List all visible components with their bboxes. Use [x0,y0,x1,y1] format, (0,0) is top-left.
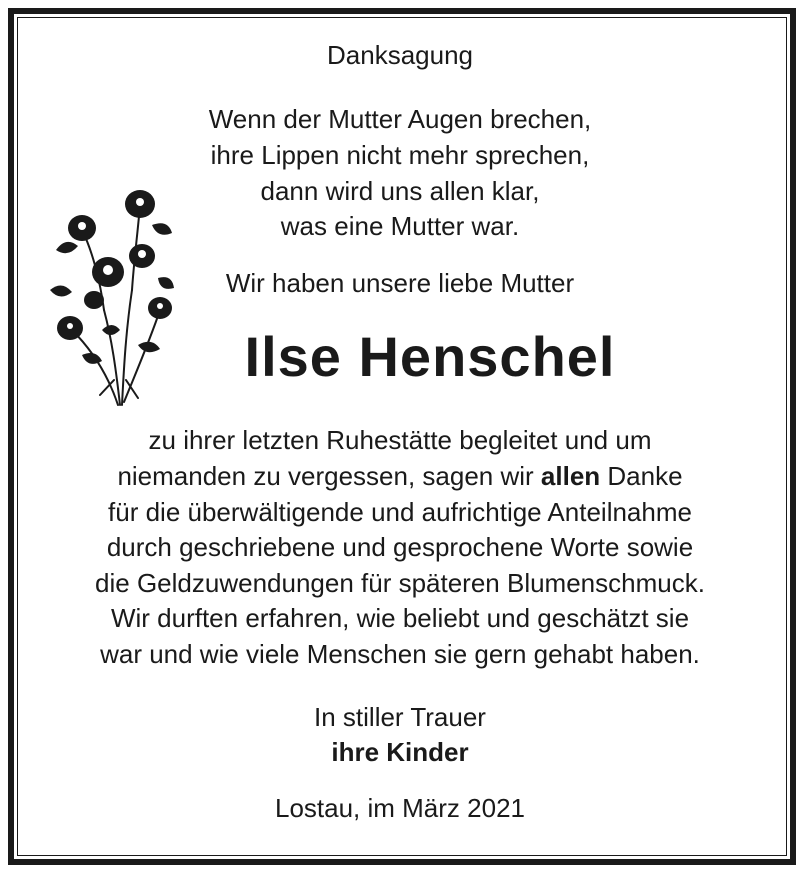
body-text: niemanden zu vergessen, sagen wir [117,461,541,491]
body-line: die Geldzuwendungen für späteren Blumenschmuck. [95,568,705,598]
signature: ihre Kinder [331,737,469,767]
body-line: für die überwältigende und aufrichtige Anteilnahme [108,497,692,527]
place-date: Lostau, im März 2021 [274,793,525,823]
poem-line: ihre Lippen nicht mehr sprechen, [210,140,590,170]
closing-text: In stiller Trauer [314,702,486,732]
body-line: durch geschriebene und gesprochene Worte sowie [106,532,694,562]
body-line: Wir durften erfahren, wie beliebt und geschätzt sie [110,603,690,633]
emphasis-allen: allen [540,461,601,491]
body-line: war und wie viele Menschen sie gern gehabt haben. [100,639,700,669]
poem-line: Wenn der Mutter Augen brechen, [208,104,592,134]
deceased-name: Ilse Henschel [244,325,616,388]
poem-line: dann wird uns allen klar, [260,176,540,206]
body-line: zu ihrer letzten Ruhestätte begleitet und um [148,425,652,455]
heading: Danksagung [327,40,473,70]
rose-bouquet-icon [42,180,177,410]
body-text: Danke [600,461,683,491]
body-line-with-emphasis [0,459,800,493]
intro-text: Wir haben unsere liebe Mutter [225,268,575,298]
poem-line: was eine Mutter war. [280,211,520,241]
